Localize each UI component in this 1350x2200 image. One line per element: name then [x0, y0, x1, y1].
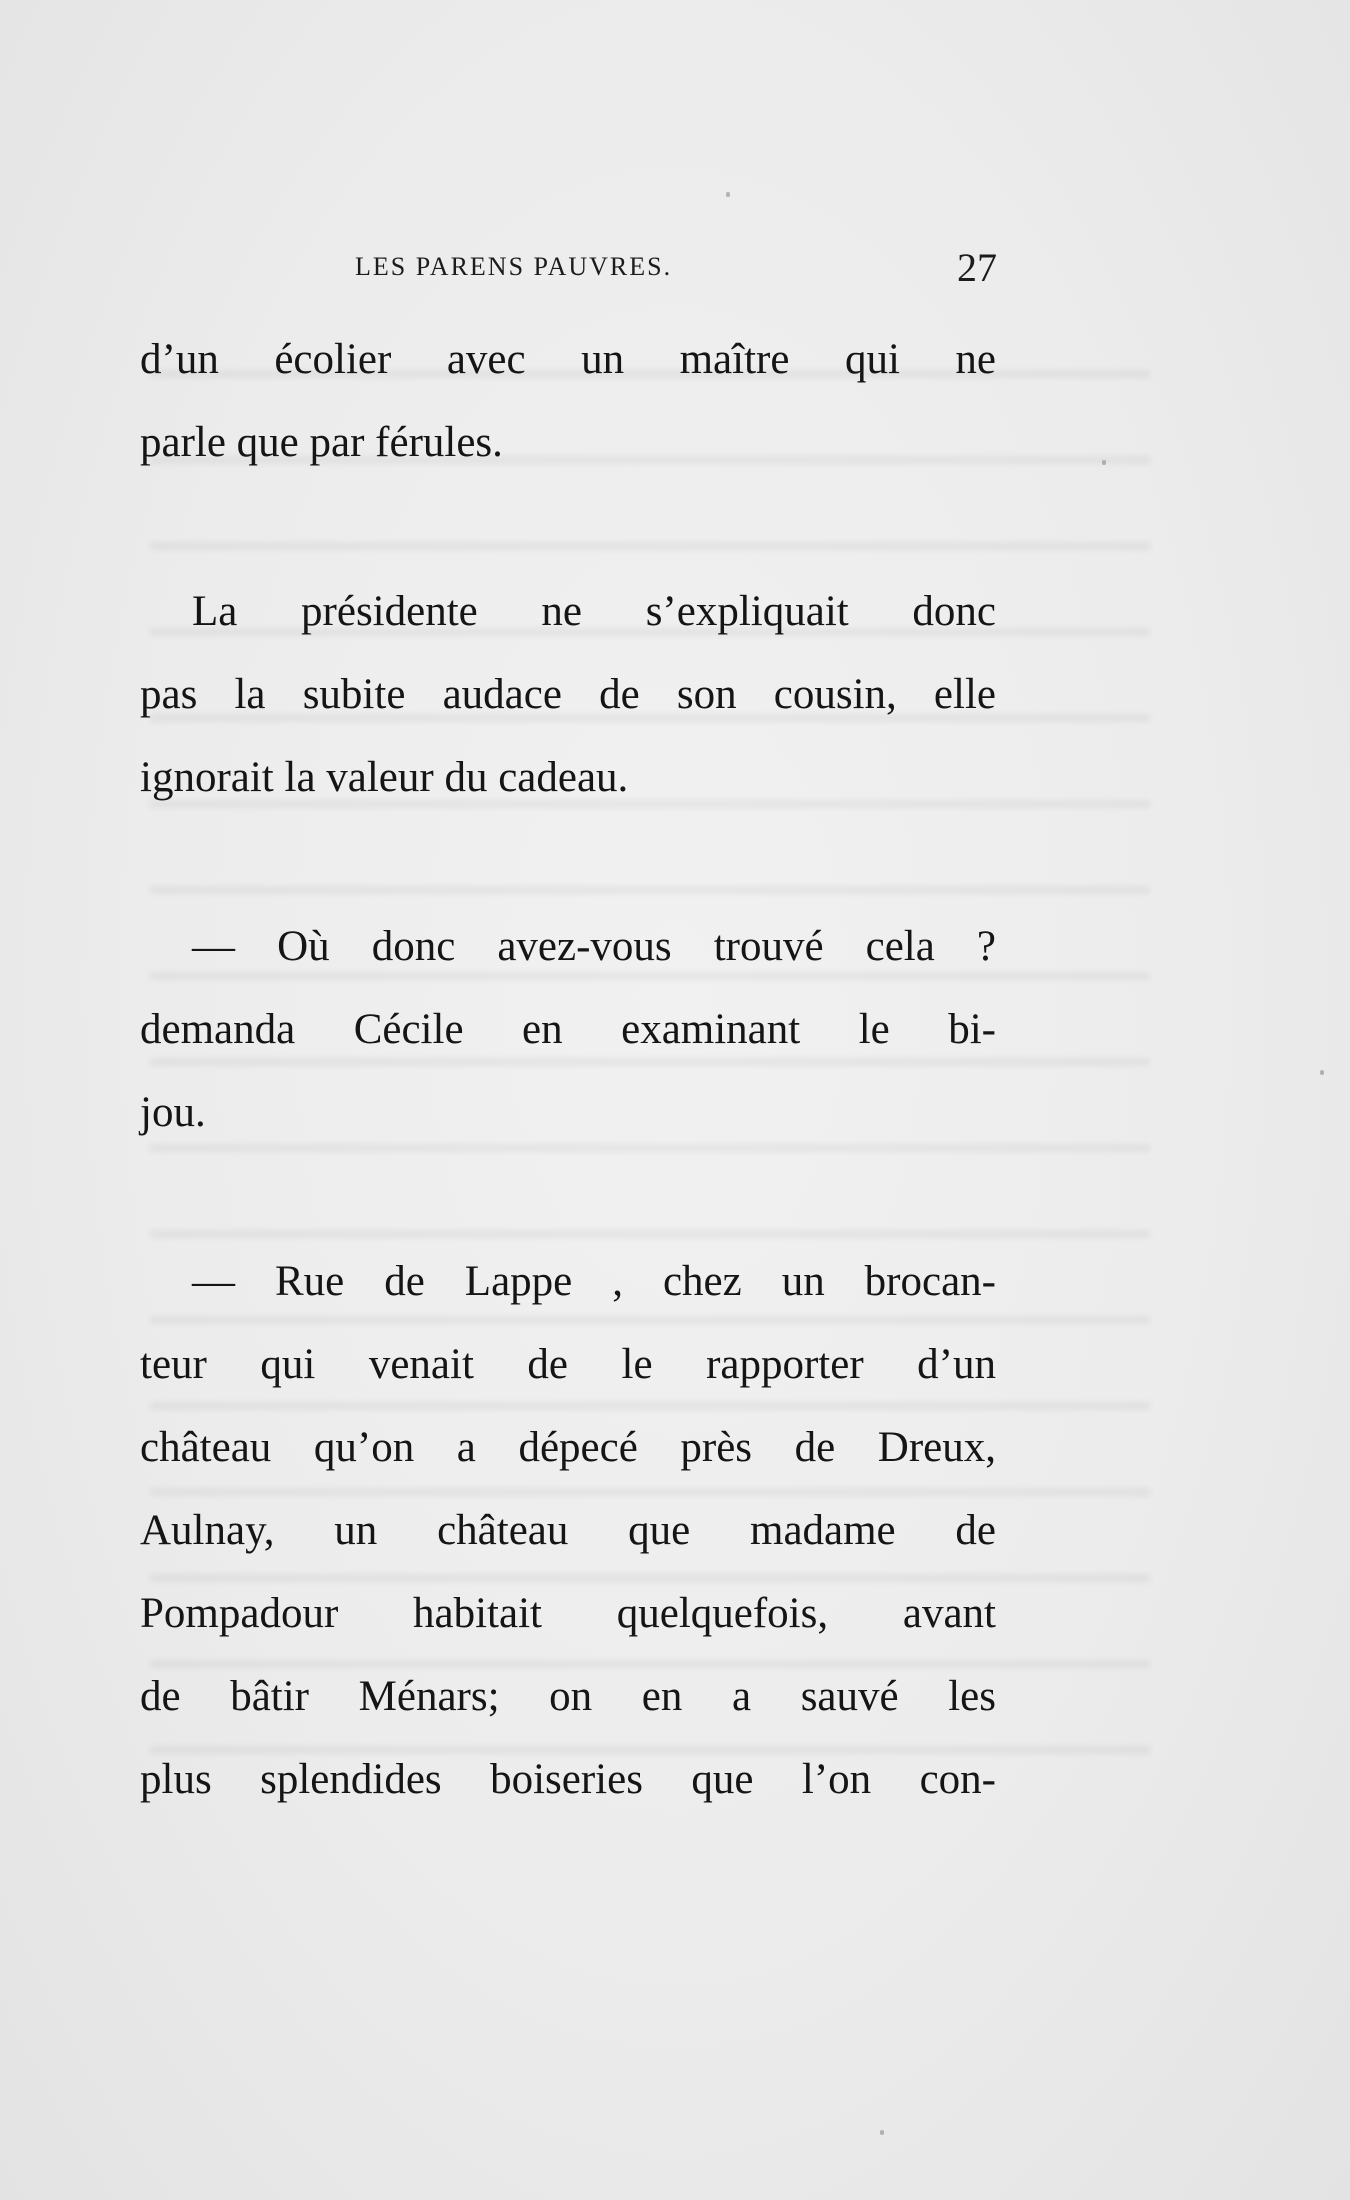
- paper-speck: [1320, 1070, 1324, 1075]
- text-line: teur qui venait de le rapporter d’un: [140, 1341, 996, 1388]
- running-title: LES PARENS PAUVRES.: [355, 252, 673, 281]
- page-number: 27: [957, 245, 997, 290]
- text-line: d’un écolier avec un maître qui ne: [140, 336, 996, 383]
- text-line: ignorait la valeur du cadeau.: [140, 754, 629, 801]
- text-line: — Où donc avez-vous trouvé cela ?: [192, 923, 996, 970]
- paper-speck: [1102, 460, 1106, 465]
- paragraph-gap: [140, 819, 996, 905]
- text-line: jou.: [140, 1089, 206, 1136]
- body-text: [140, 318, 996, 1821]
- text-line: — Rue de Lappe , chez un brocan-: [192, 1258, 996, 1305]
- text-line: parle que par férules.: [140, 419, 503, 466]
- text-line: de bâtir Ménars; on en a sauvé les: [140, 1673, 996, 1720]
- page-header: [355, 245, 997, 298]
- paragraph-gap: [140, 1154, 996, 1240]
- paragraph-gap: [140, 484, 996, 570]
- text-line: plus splendides boiseries que l’on con-: [140, 1756, 996, 1803]
- text-line: pas la subite audace de son cousin, elle: [140, 671, 996, 718]
- paper-speck: [880, 2130, 884, 2135]
- text-line: château qu’on a dépecé près de Dreux,: [140, 1424, 996, 1471]
- paper-speck: [726, 192, 730, 197]
- text-line: demanda Cécile en examinant le bi-: [140, 1006, 996, 1053]
- text-line: Pompadour habitait quelquefois, avant: [140, 1590, 996, 1637]
- text-line: La présidente ne s’expliquait donc: [192, 588, 996, 635]
- text-line: Aulnay, un château que madame de: [140, 1507, 996, 1554]
